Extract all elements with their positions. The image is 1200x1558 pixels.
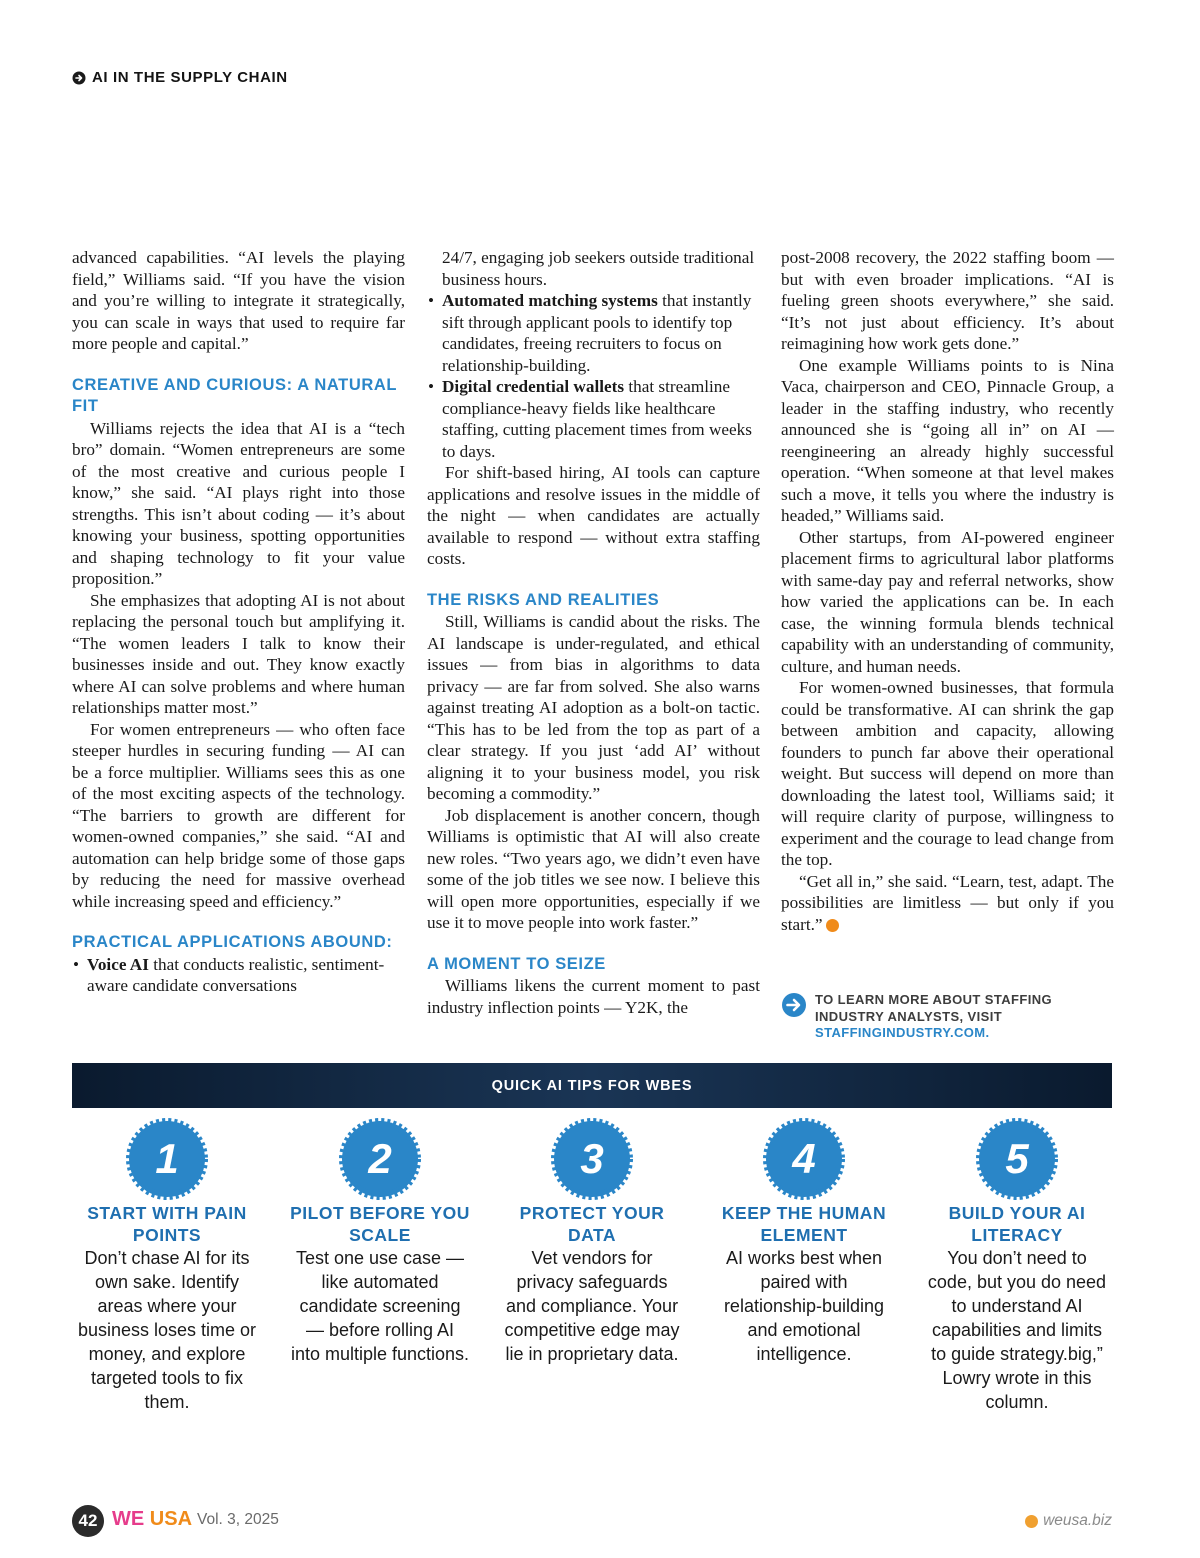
paragraph: Job displacement is another concern, though Williams is optimistic that AI will also create new roles. “Two years ago, we didn’t even have some of the job titles we see now. I believe this will open more opportunities, especially if we use it to move people into work faster.” (427, 805, 760, 932)
tip-card-3 (502, 1118, 682, 1366)
subheading-risks: THE RISKS AND REALITIES (427, 590, 660, 609)
learn-more-callout (781, 992, 1101, 1042)
closing-paragraph: “Get all in,” she said. “Learn, test, adapt. The possibilities are limitless — but only if you start.” (781, 871, 1114, 934)
number-badge-icon (126, 1118, 208, 1200)
paragraph: post-2008 recovery, the 2022 staffing boom — but with even broader implications. “AI is fueling green shoots everywhere,” she said. “It’s not just about efficiency. It’s about reimagining how work gets done.” (781, 248, 1114, 353)
staffing-industry-link[interactable]: STAFFINGINDUSTRY.COM. (815, 1025, 990, 1040)
list-item: • Digital credential wallets that streamline compliance-heavy fields like healthcare staffing, cutting placement times from weeks to days. (427, 376, 760, 462)
tip-body: AI works best when paired with relationship-building and emotional intelligence. (723, 1248, 885, 1364)
brand-we: WE (112, 1508, 145, 1530)
tip-body: Test one use case — like automated candidate screening — before rolling AI into multiple functions. (290, 1248, 470, 1364)
article-column-2 (427, 247, 760, 1018)
article-column-3 (781, 247, 1114, 935)
paragraph: advanced capabilities. “AI levels the playing field,” Williams said. “If you have the vision and you’re willing to integrate it strategically, you can scale in ways that used to require far more people and capital.” (72, 248, 405, 353)
tip-number: 2 (368, 1135, 392, 1182)
tips-header-bar (72, 1063, 1112, 1108)
number-badge-icon (551, 1118, 633, 1200)
arrow-circle-icon (72, 71, 86, 85)
tip-body: Vet vendors for privacy safeguards and compliance. Your competitive edge may lie in proprietary data. (504, 1248, 680, 1364)
issue-label: Vol. 3, 2025 (197, 1511, 279, 1528)
tip-card-2 (290, 1118, 470, 1366)
list-item-continued: 24/7, engaging job seekers outside traditional business hours. (442, 248, 755, 289)
learn-more-line: TO LEARN MORE ABOUT STAFFING INDUSTRY ANALYSTS, VISIT (815, 992, 1053, 1024)
tip-title: BUILD YOUR AI LITERACY (948, 1203, 1086, 1245)
arrow-circle-icon (781, 992, 807, 1018)
applications-list (427, 290, 760, 462)
tip-card-5 (927, 1118, 1107, 1414)
tip-number: 1 (155, 1135, 179, 1182)
brand-usa: USA (149, 1508, 193, 1530)
number-badge-icon (339, 1118, 421, 1200)
section-tag (72, 69, 288, 86)
section-tag-label: AI IN THE SUPPLY CHAIN (92, 69, 288, 86)
number-badge-icon (976, 1118, 1058, 1200)
subheading-creative: CREATIVE AND CURIOUS: A NATURAL FIT (72, 375, 397, 415)
tip-number: 3 (580, 1135, 604, 1182)
end-mark-icon (826, 919, 839, 932)
list-item: • Automated matching systems that instantly sift through applicant pools to identify top candidates, freeing recruiters to focus on relationship-building. (427, 290, 760, 376)
page-number: 42 (72, 1505, 104, 1537)
site-url[interactable]: weusa.biz (1043, 1512, 1112, 1529)
tip-card-1 (77, 1118, 257, 1414)
paragraph: Other startups, from AI-powered engineer placement firms to agricultural labor platforms with same-day pay and referral networks, show how varied the applications can be. In each case, the winning formula blends technical capability with an understanding of community, culture, and human needs. (781, 527, 1114, 676)
tip-body: You don’t need to code, but you do need to understand AI capabilities and limits to guide strategy.big,” Lowry wrote in this column. (927, 1248, 1107, 1412)
tip-card-4 (714, 1118, 894, 1366)
tip-number: 4 (792, 1135, 816, 1182)
learn-more-text (815, 992, 1101, 1042)
page-footer (72, 1505, 1112, 1537)
paragraph: Still, Williams is candid about the risks. The AI landscape is under-regulated, and ethical issues — from bias in algorithms to data privacy — are far from solved. She also warns against treating AI adoption as a bolt-on tactic. “This has to be led from the top as part of a clear strategy. If you just ‘add AI’ without aligning it to your business model, you risk becoming a commodity.” (427, 612, 760, 803)
list-item: • Voice AI that conducts realistic, sentiment-aware candidate conversations (72, 954, 405, 997)
paragraph: She emphasizes that adopting AI is not about replacing the personal touch but amplifying it. “The women leaders I talk to know their businesses inside and out. They know exactly where AI can solve problems and where human relationships matter most.” (72, 590, 405, 717)
paragraph: One example Williams points to is Nina Vaca, chairperson and CEO, Pinnacle Group, a leader in the staffing industry, who recently announced she is “going all in” on AI — reengineering an already highly successful operation. “When someone at that level makes such a move, it tells you where the industry is headed,” Williams said. (781, 355, 1114, 525)
tip-title: START WITH PAIN POINTS (87, 1203, 247, 1245)
globe-icon (1025, 1515, 1038, 1528)
subheading-practical: PRACTICAL APPLICATIONS ABOUND: (72, 933, 393, 951)
tip-body: Don’t chase AI for its own sake. Identify areas where your business loses time or money, and explore targeted tools to fix them. (77, 1248, 257, 1412)
tip-title: PILOT BEFORE YOU SCALE (290, 1203, 470, 1245)
paragraph: For women entrepreneurs — who often face steeper hurdles in securing funding — AI can be a force multiplier. Williams sees this as one of the most exciting aspects of the technology. “The barriers to growth are different for women-owned companies,” she said. “AI and automation can help bridge some of those gaps by reducing the need for massive overhead while increasing speed and efficiency.” (72, 719, 405, 911)
brand-logo (112, 1508, 192, 1531)
paragraph: Williams likens the current moment to past industry inflection points — Y2K, the (427, 976, 760, 1017)
number-badge-icon (763, 1118, 845, 1200)
tip-number: 5 (1005, 1135, 1029, 1182)
paragraph: Williams rejects the idea that AI is a “tech bro” domain. “Women entrepreneurs are some of the most creative and curious people I know,” she said. “AI plays right into those strengths. This isn’t about coding — it’s about knowing your business, spotting opportunities and shaping technology to fit your value proposition.” (72, 418, 405, 588)
tip-title: KEEP THE HUMAN ELEMENT (721, 1203, 887, 1245)
site-link[interactable] (1025, 1512, 1112, 1530)
paragraph: For women-owned businesses, that formula could be transformative. AI can shrink the gap between ambition and capacity, allowing founders to punch far above their operational weight. But success will depend on more than downloading the latest tool, Williams said; it will require clarity of purpose, willingness to experiment and the courage to lead change from the top. (781, 678, 1114, 869)
subheading-moment: A MOMENT TO SEIZE (427, 954, 606, 973)
tip-title: PROTECT YOUR DATA (519, 1203, 665, 1245)
paragraph: For shift-based hiring, AI tools can capture applications and resolve issues in the middle of the night — when candidates are actually available to respond — without extra staffing costs. (427, 463, 760, 568)
applications-list (72, 954, 405, 997)
article-column-1 (72, 247, 405, 997)
tips-header-title: QUICK AI TIPS FOR WBES (491, 1077, 693, 1094)
